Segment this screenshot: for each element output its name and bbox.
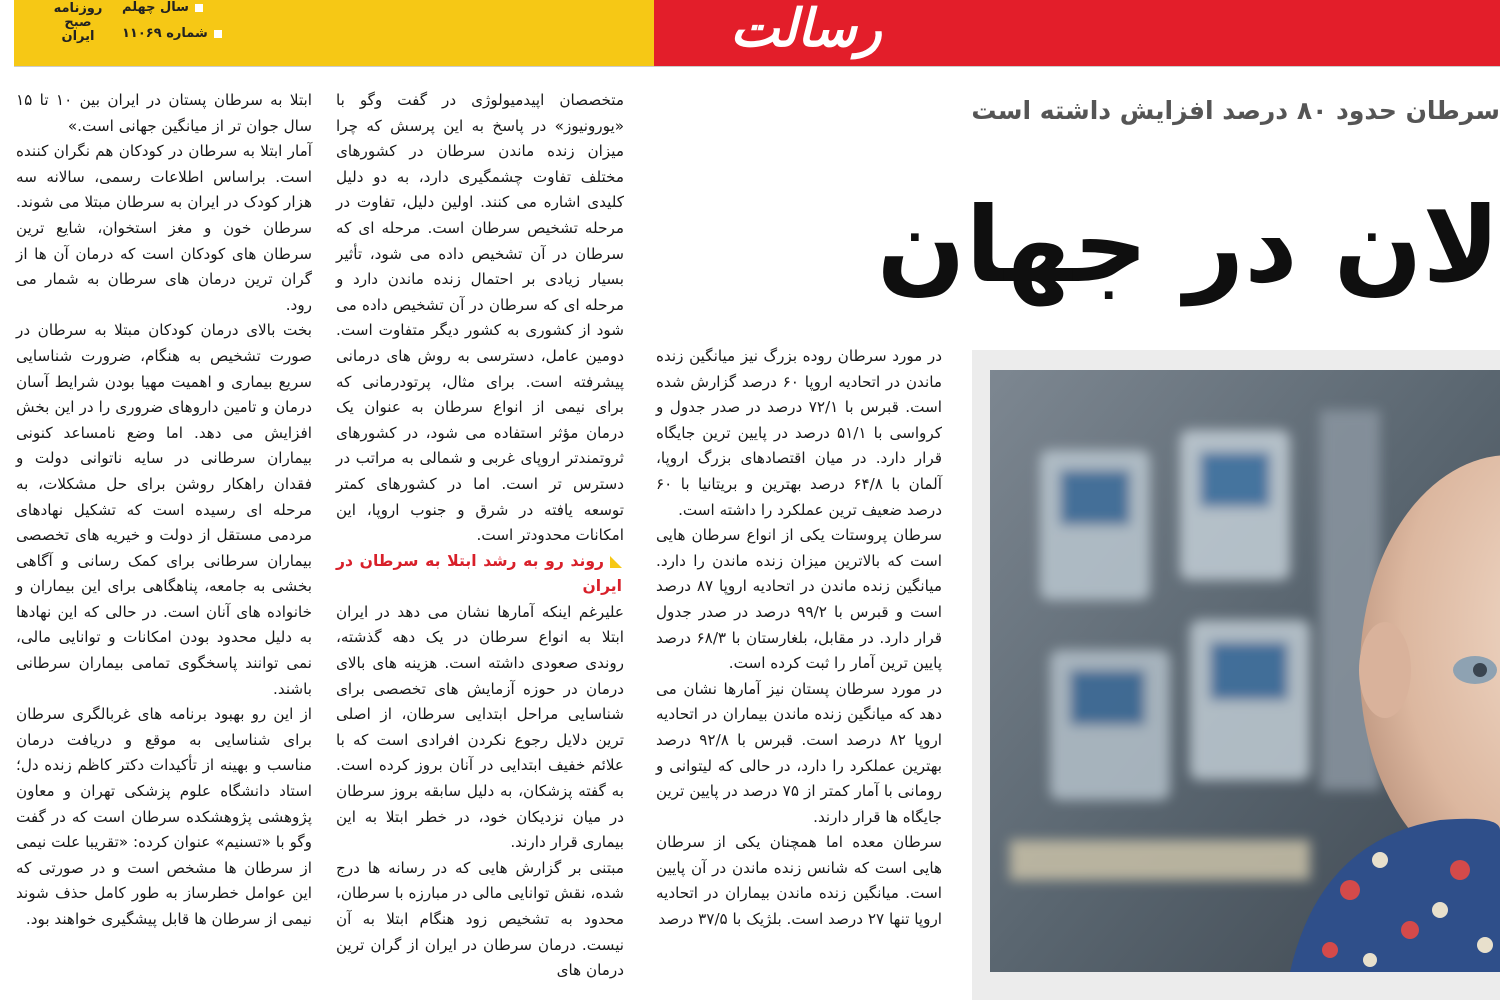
tagline-line: روزنامه (53, 1, 103, 16)
masthead-info-band (14, 0, 654, 66)
paragraph: سرطان معده اما همچنان یکی از سرطان هایی است که شانس زنده ماندن در آن پایین است. میانگین زنده ماندن بیماران در اتحادیه اروپا تنها ۲۷ درصد است. بلژیک با ۳۷/۵ درصد (656, 833, 942, 929)
tagline-line: صبح (64, 15, 92, 30)
year-label: سال چهلم (122, 0, 203, 15)
tagline-line: ایران (61, 29, 95, 44)
paragraph: بخت بالای درمان کودکان مبتلا به سرطان در صورت تشخیص به هنگام، ضرورت شناسایی سریع بیماری و اهمیت مهیا بودن شرایط آسان درمان و تامین داروهای ضروری را در این بخش افزایش می دهد. اما وضع نامساعد کنونی بیماران سرطانی در سایه ناتوانی دولت و فقدان راهکار روشن برای حل مشکلات، به مرحله ای رسیده است که تشکیل نهادهای مردمی مستقل از دولت و خیریه های تخصصی بیماران سرطانی برای کمک رسانی و آگاهی بخشی به جامعه، پناهگاهی برای این بیماران و خانواده های آنان است. در حالی که این نهادها به دلیل محدود بودن امکانات و توانایی مالی، نمی توانند پاسخگوی تمامی بیماران سرطانی باشند. (16, 321, 312, 698)
article-kicker: سرطان حدود ۸۰ درصد افزایش داشته است (971, 96, 1500, 125)
photo-frame (972, 350, 1500, 1000)
article-headline: لان در جهان (876, 184, 1500, 306)
paragraph: مبتنی بر گزارش هایی که در رسانه ها درج شده، نقش توانایی مالی در مبارزه با سرطان، محدود به تشخیص زود هنگام ابتلا به آن نیست. درمان سرطان در ایران از گران ترین درمان های (336, 858, 624, 980)
photo-illustration (990, 370, 1500, 972)
paragraph: سرطان پروستات یکی از انواع سرطان هایی است که بالاترین میزان زنده ماندن را دارد. میانگین زنده ماندن در اتحادیه اروپا ۸۷ درصد است و قبرس با ۹۹/۲ درصد در صدر جدول قرار دارد. در مقابل، بلغارستان با ۶۸/۳ درصد پایین ترین آمار را ثبت کرده است. (656, 526, 942, 673)
child-patient-photo (990, 370, 1500, 972)
square-bullet-icon (195, 4, 203, 12)
issue-number: شماره ۱۱۰۶۹ (122, 26, 222, 41)
paragraph: ابتلا به سرطان پستان در ایران بین ۱۰ تا ۱۵ سال جوان تر از میانگین جهانی است.» (16, 91, 312, 135)
masthead-divider (14, 66, 1500, 67)
masthead-logo-band (654, 0, 1500, 66)
paragraph: متخصصان اپیدمیولوژی در گفت وگو با «یورونیوز» در پاسخ به این پرسش که چرا میزان زنده ماندن سرطان در کشورهای مختلف تفاوت چشمگیری دارد، به دو دلیل کلیدی اشاره می کنند. اولین دلیل، تفاوت در مرحله تشخیص سرطان است. مرحله ای که سرطان در آن تشخیص داده می شود، تأثیر بسیار زیادی بر احتمال زنده ماندن دارد و مرحله ای که سرطان در آن تشخیص داده می شود از کشوری به کشور دیگر متفاوت است. دومین عامل، دسترسی به روش های درمانی پیشرفته است. برای مثال، پرتودرمانی که برای نیمی از انواع سرطان به عنوان یک درمان مؤثر استفاده می شود، در کشورهای ثروتمندتر اروپای غربی و شمالی به مراتب در دسترس تر است. اما در کشورهای کمتر توسعه یافته در شرق و جنوب اروپا، این امکانات محدودتر است. (336, 91, 624, 545)
paragraph: علیرغم اینکه آمارها نشان می دهد در ایران ابتلا به انواع سرطان در یک دهه گذشته، روندی صعودی داشته است. هزینه های بالای درمان در حوزه آزمایش های تخصصی برای شناسایی مراحل ابتدایی سرطان، از اصلی ترین دلایل رجوع نکردن افرادی است که با علائم خفیف ابتدایی در آنان بروز کرده است. به گفته پزشکان، به دلیل سابقه بروز سرطان در میان نزدیکان خود، در خطر ابتلا به این بیماری قرار دارند. (336, 602, 624, 852)
article-column-left (16, 88, 312, 1000)
article-column-middle (336, 88, 624, 1000)
paragraph: در مورد سرطان روده بزرگ نیز میانگین زنده ماندن در اتحادیه اروپا ۶۰ درصد گزارش شده است. قبرس با ۷۲/۱ درصد در صدر جدول و کرواسی با ۵۱/۱ درصد در پایین ترین جایگاه قرار دارد. در میان اقتصادهای بزرگ اروپا، آلمان با ۶۴/۸ درصد بهترین و بریتانیا با ۶۰ درصد ضعیف ترین عملکرد را داشته است. (656, 347, 943, 519)
square-bullet-icon (214, 30, 222, 38)
article-column-right (656, 344, 942, 1000)
brand-logo: رسالت (730, 0, 882, 59)
newspaper-tagline (38, 2, 118, 44)
paragraph: از این رو بهبود برنامه های غربالگری سرطان برای شناسایی به موقع و دریافت درمان مناسب و بهینه از تأکیدات دکتر کاظم زنده دل؛ استاد دانشگاه علوم پزشکی تهران و معاون پژوهشی پژوهشکده سرطان است که در گفت وگو با «تسنیم» عنوان کرده: «تقریبا علت نیمی از سرطان ها مشخص است و در صورتی که این عوامل خطرساز به طور کامل حذف شوند نیمی از سرطان ها قابل پیشگیری خواهند بود. (16, 705, 312, 928)
section-subheading: روند رو به رشد ابتلا به سرطان در ایران (336, 551, 622, 596)
masthead (14, 0, 1500, 66)
paragraph: در مورد سرطان پستان نیز آمارها نشان می دهد که میانگین زنده ماندن بیماران در اتحادیه اروپا ۸۲ درصد است. قبرس با ۹۲/۸ درصد بهترین عملکرد را دارد، در حالی که لیتوانی و رومانی با آمار کمتر از ۷۵ درصد در پایین ترین جایگاه ها قرار دارند. (656, 679, 942, 826)
paragraph: آمار ابتلا به سرطان در کودکان هم نگران کننده است. براساس اطلاعات رسمی، سالانه سه هزار کودک در ایران به سرطان مبتلا می شوند. سرطان خون و مغز استخوان، شایع ترین سرطان های کودکان است که درمان آن ها از گران ترین درمان های سرطان به شمار می رود. (16, 142, 312, 314)
triangle-marker-icon (610, 556, 622, 568)
